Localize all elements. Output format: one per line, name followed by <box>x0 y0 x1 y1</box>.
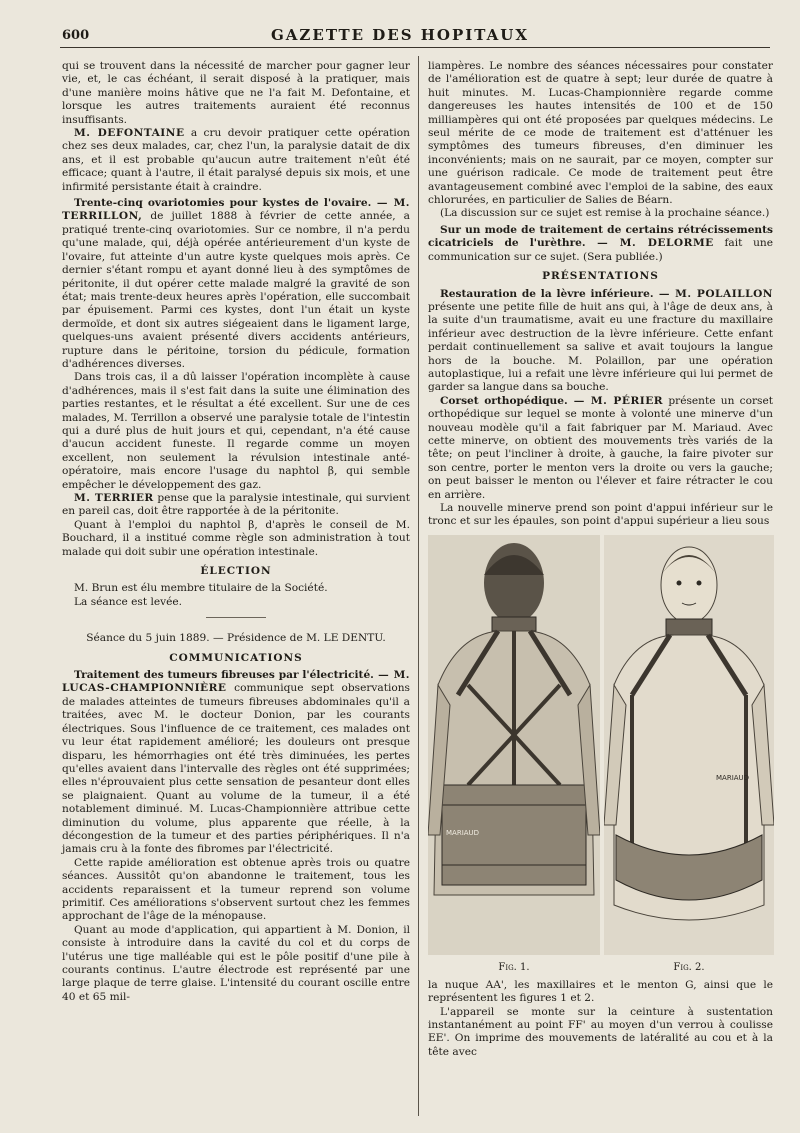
paragraph: Traitement des tumeurs fibreuses par l'électricité. — M. LUCAS-CHAMPIONNIÈRE communique sept observations de malades atteintes de tumeurs fibreuses abdominales qu'il a traitées, avec M. le docteur Donion, par les courants électriques. Sous l'influence de ce traitement, ces malades ont vu leur état rapidement amélioré; les douleurs ont presque disparu, les hémorrhagies ont été très diminuées, les pertes qu'elles avaient dans l'intervalle des règles ont été supprimées; elles n'éprouvaient plus cette sensation de pesanteur dont elles se plaignaient. Quant au volume de la tumeur, il a été notablement diminué. M. Lucas-Championnière attribue cette diminution du volume, plus apparente que réelle, à la décongestion de la tumeur et des parties périphériques. Il n'a jamais cru à la fonte des fibromes par l'électricité. <box>62 669 410 856</box>
section-title: PRÉSENTATIONS <box>542 270 659 283</box>
paragraph: Dans trois cas, il a dû laisser l'opération incomplète à cause d'adhérences, mais il s'est fait dans la suite une élimination des parties restantes, et le résultat a été excellent. Sur une de ces malades, M. Terrillon a observé une paralysie totale de l'intestin qui a duré plus de huit jours et qui, cependant, n'a été cause d'aucun accident funeste. Il regarde comme un moyen excellent, non seulement la révulsion intestinale anté-opératoire, mais encore l'usage du naphtol β, qui semble empêcher le développement des gaz. <box>62 371 410 491</box>
figure-2 <box>604 535 774 975</box>
seance-heading: Séance du 5 juin 1889. — Présidence de M. LE DENTU. <box>86 632 386 645</box>
paragraph: Quant au mode d'application, qui appartient à M. Donion, il consiste à introduire dans la cavité du col et du corps de l'utérus une tige malléable qui est le pôle positif d'une pile à courants continus. L'autre électrode est représenté par une large plaque de terre glaise. L'intensité du courant oscille entre 40 et 65 mil- <box>62 923 410 1003</box>
paragraph: Trente-cinq ovariotomies pour kystes de l'ovaire. — M. TERRILLON, de juillet 1888 à février de cette année, a pratiqué trente-cinq ovariotomies. Sur ce nombre, il n'a perdu qu'une malade, qui, déjà opérée antérieurement d'un kyste de l'ovaire, fut atteinte d'un autre kyste quelques mois après. Ce dernier s'étant rompu et ayant donné lieu à des symptômes de péritonite, il dut opérer cette malade malgré la gravité de son état; mais trente-deux heures après l'opération, elle succombait par épuisement. Parmi ces kystes, dont l'un était un kyste dermoïde, et dont six autres siégeaient dans le ligament large, quelques-uns avaient présenté divers accidents antérieurs, rupture dans le péritoine, torsion du pédicule, formation d'adhérences diverses. <box>62 197 410 370</box>
figure-1-caption: Fig. 1. <box>498 962 530 974</box>
paragraph: M. TERRIER pense que la paralysie intestinale, qui survient en pareil cas, doit être rapportée à de la péritonite. <box>62 492 410 518</box>
paragraph: liampères. Le nombre des séances nécessaires pour constater de l'amélioration est de quatre à sept; leur durée de quatre à huit minutes. M. Lucas-Championnière regarde comme dangereuses les hautes intensités de 100 et de 150 milliampères qui ont été proposées par quelques médecins. Le seul mérite de ce mode de traitement est d'atténuer les symptômes des tumeurs fibreuses, d'en diminuer les inconvénients; mais on ne saurait, par ce moyen, compter sur une guérison radicale. Ce mode de traitement peut être avantageusement combiné avec l'emploi de la sabine, des eaux chlorurées, en particulier de Salies de Béarn. <box>428 60 773 207</box>
header-rule <box>60 47 770 48</box>
corset-back-illustration <box>428 535 600 975</box>
section-title: COMMUNICATIONS <box>169 651 303 664</box>
paragraph: Quant à l'emploi du naphtol β, d'après le conseil de M. Bouchard, il a institué comme règle son administration à tout malade qui doit subir une opération intestinale. <box>62 518 410 558</box>
fig-2-maker-label: MARIAUD <box>716 773 750 782</box>
paragraph: la nuque AA', les maxillaires et le menton G, ainsi que le représentent les figures 1 et 2. <box>428 978 773 1005</box>
running-head: GAZETTE DES HOPITAUX <box>270 26 529 44</box>
article-title: Traitement des tumeurs fibreuses par l'électricité. <box>74 669 374 682</box>
paragraph: Restauration de la lèvre inférieure. — M. POLAILLON présente une petite fille de huit ans qui, à l'âge de deux ans, à la suite d'un traumatisme, avait eu une fracture du maxillaire inférieur avec destruction de la lèvre inférieure. Cette enfant perdait continuellement sa salive et avait toujours la langue hors de la bouche. M. Polaillon, par une opération autoplastique, lui a refait une lèvre inférieure qui lui permet de garder sa langue dans sa bouche. <box>428 287 773 394</box>
paragraph: Cette rapide amélioration est obtenue après trois ou quatre séances. Aussitôt qu'on abandonne le traitement, tous les accidents reparaissent et la tumeur reprend son volume primitif. Ces améliorations s'observent surtout chez les femmes approchant de l'âge de la ménopause. <box>62 856 410 923</box>
page-header <box>0 22 800 46</box>
article-title: Restauration de la lèvre inférieure. <box>440 287 654 300</box>
figure-2-caption: Fig. 2. <box>673 962 705 974</box>
paragraph: qui se trouvent dans la nécessité de marcher pour gagner leur vie, et, le cas échéant, il serait disposé à la pratiquer, mais d'une manière moins hâtive que ne l'a fait M. Defontaine, et lorsque les autres traitements auraient été reconnus insuffisants. <box>62 60 410 126</box>
paragraph: Sur un mode de traitement de certains rétrécissements cicatriciels de l'urèthre. — M. DELORME fait une communication sur ce sujet. (Sera publiée.) <box>428 223 773 263</box>
page-number: 600 <box>62 28 90 43</box>
paragraph: La nouvelle minerve prend son point d'appui inférieur sur le tronc et sur les épaules, son point d'appui supérieur a lieu sous <box>428 502 773 528</box>
section-title: ÉLECTION <box>200 565 272 578</box>
figures <box>428 535 773 975</box>
right-column <box>428 60 773 1059</box>
fig-1-maker-label: MARIAUD <box>446 828 480 837</box>
article-title: Trente-cinq ovariotomies pour kystes de l'ovaire. <box>74 197 372 210</box>
article-title: Corset orthopédique. <box>440 394 568 407</box>
left-column <box>62 60 410 1004</box>
paragraph: Corset orthopédique. — M. PÉRIER présente un corset orthopédique sur lequel se monte à volonté une minerve d'un nouveau modèle qu'il a fait fabriquer par M. Mariaud. Avec cette minerve, on obtient des mouvements très variés de la tête; on peut l'incliner à droite, à gauche, la faire pivoter sur son centre, porter le menton vers la droite ou vers la gauche; on peut baisser le menton ou l'élever et faire rétracter le cou en arrière. <box>428 394 773 501</box>
paragraph: M. Brun est élu membre titulaire de la Société. <box>74 582 328 595</box>
article-title: Sur un mode de traitement de certains rétrécissements cicatriciels de l'urèthre. <box>428 223 773 250</box>
paragraph: (La discussion sur ce sujet est remise à la prochaine séance.) <box>440 207 770 220</box>
paragraph: La séance est levée. <box>74 595 183 608</box>
column-divider <box>418 56 419 1116</box>
corset-front-illustration <box>604 535 774 975</box>
paragraph: M. DEFONTAINE a cru devoir pratiquer cette opération chez ses deux malades, car, chez l'un, la paralysie datait de dix ans, et il est probable qu'aucun autre traitement n'eût été efficace; quant à l'autre, il était paralysé depuis six mois, et une infirmité persistante était à craindre. <box>62 127 410 193</box>
paragraph: L'appareil se monte sur la ceinture à sustentation instantanément au point FF' au moyen d'un verrou à coulisse EE'. On imprime des mouvements de latéralité au cou et à la tête avec <box>428 1005 773 1058</box>
separator <box>206 617 266 618</box>
figure-1 <box>428 535 600 975</box>
